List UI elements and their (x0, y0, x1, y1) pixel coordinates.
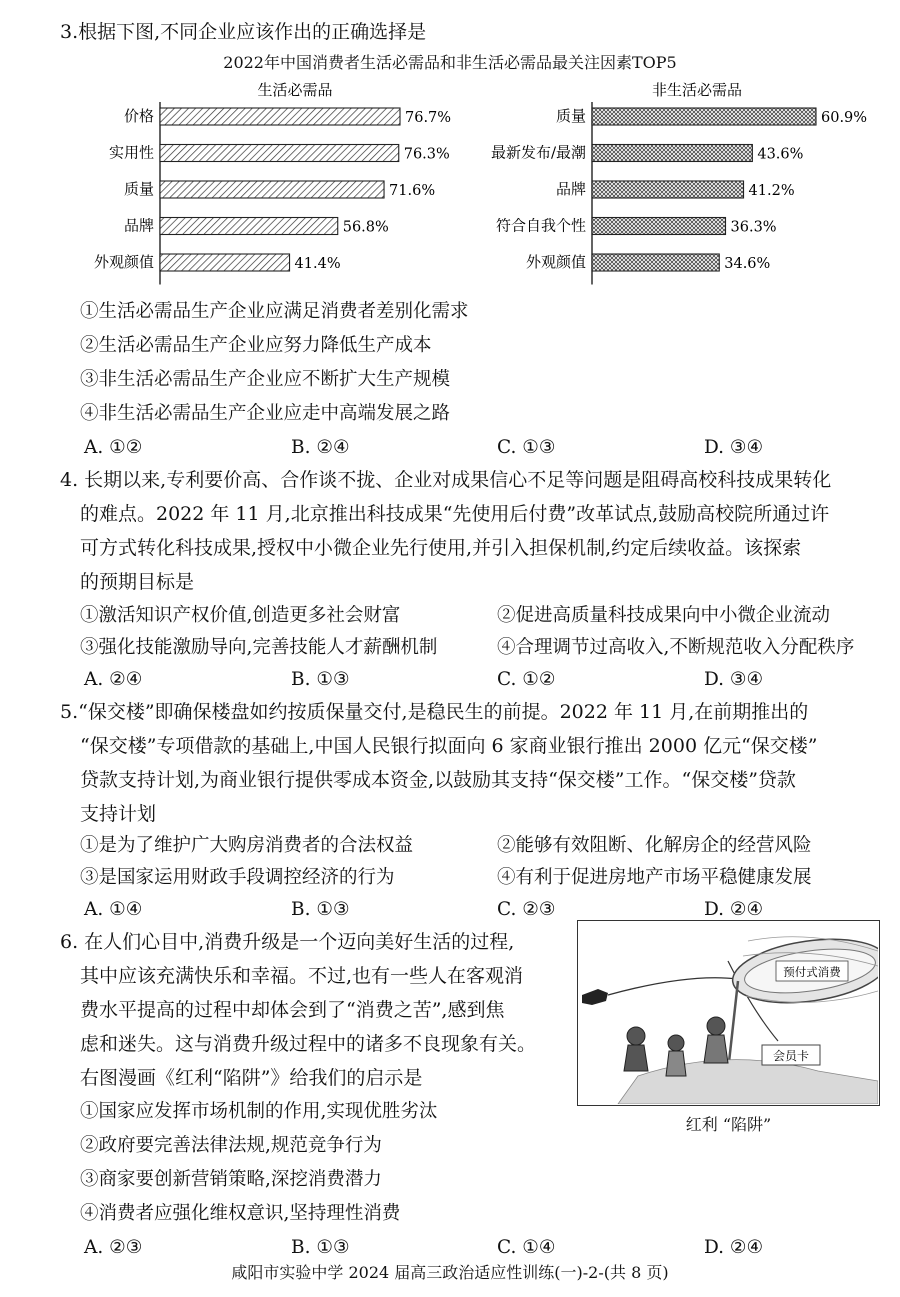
q5-line-3: 贷款支持计划,为商业银行提供零成本资金,以鼓励其支持“保交楼”工作。“保交楼”贷款 (80, 769, 796, 791)
q4-answer-d: D. ③④ (704, 669, 764, 690)
chart-title: 2022年中国消费者生活必需品和非生活必需品最关注因素TOP5 (223, 53, 677, 72)
right-category-label: 最新发布/最潮 (490, 143, 586, 162)
left-category-label: 实用性 (108, 143, 154, 162)
cartoon-illustration (578, 921, 878, 1104)
q3-answer-d: D. ③④ (704, 437, 764, 458)
left-value-label: 41.4% (294, 256, 341, 272)
q6-option-1: ①国家应发挥市场机制的作用,实现优胜劣汰 (80, 1101, 438, 1122)
q6-answer-b: B. ①③ (291, 1237, 350, 1258)
q4-option-2: ②促进高质量科技成果向中小微企业流动 (497, 605, 831, 626)
q3-stem: 3.根据下图,不同企业应该作出的正确选择是 (60, 21, 427, 43)
q6-line-4: 虑和迷失。这与消费升级过程中的诸多不良现象有关。 (80, 1033, 537, 1055)
q6-line-1: 6. 在人们心目中,消费升级是一个迈向美好生活的过程, (60, 931, 515, 953)
left-category-label: 价格 (123, 107, 154, 125)
q5-line-1: 5.“保交楼”即确保楼盘如约按质保量交付,是稳民生的前提。2022 年 11 月,在前期推出的 (60, 701, 809, 723)
q3-answer-c: C. ①③ (497, 437, 556, 458)
bar-charts (0, 70, 900, 370)
left-category-label: 品牌 (123, 216, 154, 235)
q4-answer-b: B. ①③ (291, 669, 350, 690)
left-chart-subtitle: 生活必需品 (257, 81, 333, 99)
cartoon-label-card: 会员卡 (772, 1049, 810, 1063)
hand-icon (582, 989, 608, 1005)
left-value-label: 56.8% (342, 219, 389, 236)
left-bar (160, 218, 338, 235)
q4-line-1: 4. 长期以来,专利要价高、合作谈不拢、企业对成果信心不足等问题是阻碍高校科技成果转化 (60, 469, 832, 491)
q5-answer-d: D. ②④ (704, 899, 764, 920)
q6-answer-a: A. ②③ (84, 1237, 143, 1258)
right-value-label: 41.2% (748, 183, 795, 199)
q4-option-4: ④合理调节过高收入,不断规范收入分配秩序 (497, 637, 855, 658)
left-bar (160, 181, 384, 198)
left-bar (160, 145, 399, 162)
left-bar (160, 254, 290, 271)
q5-option-2: ②能够有效阻断、化解房企的经营风险 (497, 835, 812, 856)
right-category-label: 质量 (555, 107, 586, 125)
q5-option-1: ①是为了维护广大购房消费者的合法权益 (80, 835, 414, 856)
q5-option-4: ④有利于促进房地产市场平稳健康发展 (497, 867, 812, 888)
right-chart-subtitle: 非生活必需品 (651, 81, 743, 99)
left-bar (160, 108, 400, 125)
right-bar (592, 254, 719, 271)
q6-line-3: 费水平提高的过程中却体会到了“消费之苦”,感到焦 (80, 999, 505, 1021)
q4-answer-a: A. ②④ (84, 669, 143, 690)
q3-answer-b: B. ②④ (291, 437, 350, 458)
right-bar (592, 145, 752, 162)
right-value-label: 60.9% (821, 110, 868, 126)
right-bar (592, 218, 726, 235)
left-category-label: 外观颜值 (93, 253, 154, 271)
q4-line-2: 的难点。2022 年 11 月,北京推出科技成果“先使用后付费”改革试点,鼓励高校院所通过许 (80, 503, 830, 525)
left-value-label: 71.6% (389, 183, 436, 199)
left-value-label: 76.3% (403, 146, 450, 163)
cartoon-frame (577, 920, 880, 1106)
q5-answer-a: A. ①④ (84, 899, 143, 920)
q6-line-5: 右图漫画《红利“陷阱”》给我们的启示是 (80, 1067, 423, 1089)
q6-line-2: 其中应该充满快乐和幸福。不过,也有一些人在客观消 (80, 965, 524, 987)
q5-answer-c: C. ②③ (497, 899, 556, 920)
q3-option-3: ③非生活必需品生产企业应不断扩大生产规模 (80, 369, 451, 390)
right-value-label: 43.6% (757, 146, 804, 163)
right-value-label: 36.3% (730, 219, 777, 236)
left-value-label: 76.7% (405, 110, 452, 126)
q6-option-3: ③商家要创新营销策略,深挖消费潜力 (80, 1169, 382, 1190)
q4-option-3: ③强化技能激励导向,完善技能人才薪酬机制 (80, 637, 438, 658)
q5-line-2: “保交楼”专项借款的基础上,中国人民银行拟面向 6 家商业银行推出 2000 亿元“保交楼” (80, 735, 818, 757)
q3-option-1: ①生活必需品生产企业应满足消费者差别化需求 (80, 301, 469, 322)
right-category-label: 符合自我个性 (495, 216, 586, 235)
q5-answer-b: B. ①③ (291, 899, 350, 920)
right-category-label: 外观颜值 (525, 253, 586, 271)
q3-option-2: ②生活必需品生产企业应努力降低生产成本 (80, 335, 432, 356)
right-bar (592, 181, 744, 198)
q3-option-4: ④非生活必需品生产企业应走中高端发展之路 (80, 403, 451, 424)
q4-line-4: 的预期目标是 (80, 571, 195, 593)
q4-answer-c: C. ①② (497, 669, 556, 690)
q6-option-2: ②政府要完善法律法规,规范竞争行为 (80, 1135, 382, 1156)
left-category-label: 质量 (123, 180, 154, 198)
q6-answer-d: D. ②④ (704, 1237, 764, 1258)
q3-answer-a: A. ①② (84, 437, 143, 458)
right-category-label: 品牌 (555, 180, 586, 198)
q4-option-1: ①激活知识产权价值,创造更多社会财富 (80, 605, 401, 626)
q5-option-3: ③是国家运用财政手段调控经济的行为 (80, 867, 395, 888)
cartoon-label-prepaid: 预付式消费 (783, 965, 841, 979)
q4-line-3: 可方式转化科技成果,授权中小微企业先行使用,并引入担保机制,约定后续收益。该探索 (80, 537, 802, 559)
right-value-label: 34.6% (724, 256, 771, 272)
q6-option-4: ④消费者应强化维权意识,坚持理性消费 (80, 1203, 401, 1224)
cartoon-caption: 红利 “陷阱” (685, 1115, 772, 1134)
q5-line-4: 支持计划 (80, 803, 157, 825)
q6-answer-c: C. ①④ (497, 1237, 556, 1258)
page-footer: 咸阳市实验中学 2024 届高三政治适应性训练(一)-2-(共 8 页) (231, 1263, 669, 1282)
right-bar (592, 108, 816, 125)
